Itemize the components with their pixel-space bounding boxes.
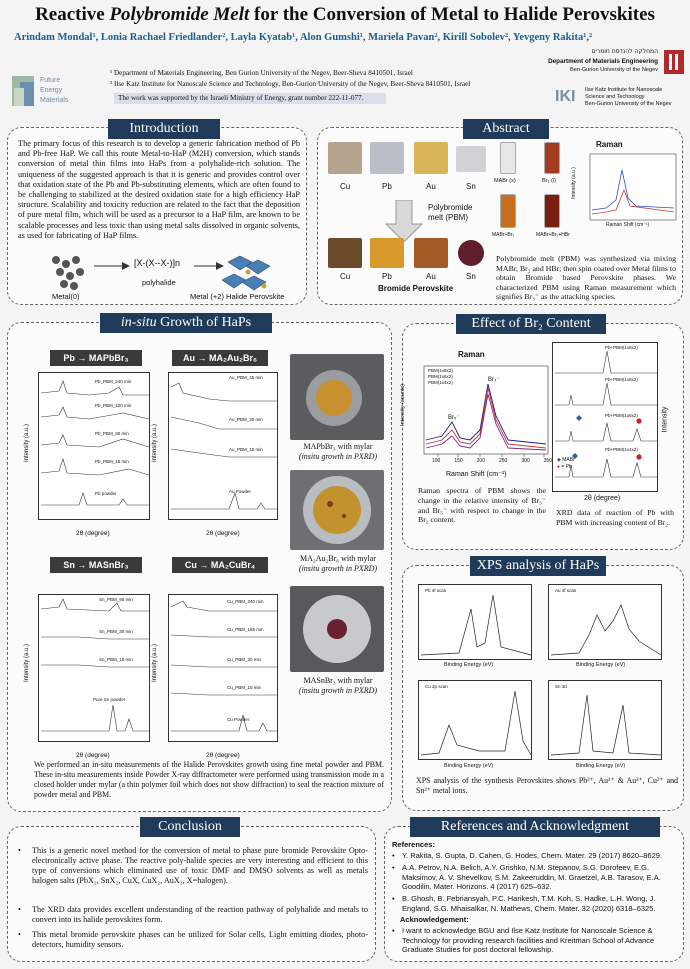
pb-xrd-traces xyxy=(39,373,151,521)
introduction-text: The primary focus of this research is to develop a generic fabrication method of Pb and Pb-free HaP. We call this route Metal-to-HaP (M2H) conversion, which stands conversion of metal thin films into HaPs from a polyhalide-rich solution. The uniqueness of the suggested approach is that it is generic and provides control over that oxidation state of the Pb and Pb-substituting elements, which are often found to be challenging to stabilized at the desired oxidation state for a high efficiency HaP structure. Scalability and toxicity reduction are related to the fact that the deposition of pure metal film, which will be used as a precursor to a HaP film, are known to be scalable processes and less toxic than using metal salts dissolved in organic solvents, as used for fabricating of HaP films. xyxy=(18,139,300,240)
xps-pb-trace xyxy=(419,585,533,661)
au-reaction-label: Au → MA₂Au₂Br₆ xyxy=(172,350,268,366)
metal-label: Cu xyxy=(340,182,351,191)
pb-xrd-ylabel: Intensity (a.u.) xyxy=(24,423,31,463)
abstract-heading: Abstract xyxy=(463,119,549,139)
iki-line: Ben-Gurion University of the Negev xyxy=(585,101,672,107)
trace-label: Pb+PBM(1x4x2) xyxy=(605,447,638,452)
metal0-label: Metal(0) xyxy=(52,292,80,301)
introduction-heading: Introduction xyxy=(108,119,220,139)
abstract-text: Polybromide melt (PBM) was synthesized via mixing MABr, Br₂ and HBr; then spin coated over Metal films to obtain Bromide based Perovskite phases. We characterized PBM using Raman measurement which signifies Br₃⁻ as the attacking species. xyxy=(496,254,676,302)
metal-label: Sn xyxy=(466,272,476,281)
mapbbr3-caption: MAPbBr₃ with mylar (insitu growth in PXRD) xyxy=(298,442,378,461)
trace-label: Sn_PBM_90 min xyxy=(99,597,133,602)
vial-mabr xyxy=(500,142,516,174)
trace-label: Pb_PBM_120 min xyxy=(95,403,132,408)
reference-item: • B. Ghosh, B. Febriansyah, P.C. Harikesh, T.M. Koh, S. Hadke, L.H. Wong, J. England, S.G. Mhaisalkar, N. Mathews, Chem. Mater. 32 (2020) 6318–6325. xyxy=(392,894,656,913)
trace-label: Au_PBM_30 min xyxy=(229,417,263,422)
mapbbr3-photo xyxy=(290,354,384,440)
trace-label: Au_PBM_15 min xyxy=(229,447,263,452)
vial-label: MABr+Br₂+HBr xyxy=(536,232,570,238)
conclusion-item: • This is a generic novel method for the conversion of metal to phase pure bromide Perovskite Opto-electronically active phase. The reactive poly-halide species are very interesting and efficient to this type of conversions which eliminated use of toxic DMF and DMSO solvents as well as metals halogen salts (PbX₂, SnX₂, CuX, CuX₂, AuX₃, X=halogen). xyxy=(18,846,368,885)
effect-xrd-ylabel: Intensity xyxy=(661,406,669,433)
polyhalide-formula: [X-(X--X-)]n xyxy=(134,258,180,268)
metal-films-row xyxy=(326,142,490,200)
sn-xrd-plot xyxy=(38,594,150,742)
acknowledgement-title: Acknowledgement: xyxy=(400,915,469,924)
peak-br5-label: Br₅⁻ xyxy=(448,415,460,421)
vial-label: MABr (s) xyxy=(494,178,516,184)
bromide-perovskite-label: Bromide Perovskite xyxy=(378,284,454,293)
cu-xrd-traces xyxy=(169,595,279,743)
xps-sn-trace xyxy=(549,681,663,761)
trace-label: Sn_PBM_30 min xyxy=(99,629,133,634)
trace-label: Cu_PBM_30 min xyxy=(227,657,262,662)
effect-xrd-caption: XRD data of reaction of Pb with PBM with increasing content of Br₂. xyxy=(556,508,674,527)
sn-film-photo xyxy=(456,146,486,172)
masnbr3-caption: MASnBr₃ with mylar (insitu growth in PXRD) xyxy=(298,676,378,695)
perovskite-films-row xyxy=(326,238,490,296)
effect-raman-ylabel: Intensity (counts) xyxy=(399,384,406,426)
xps-xlabel: Binding Energy (eV) xyxy=(444,763,494,769)
trace-label: Sn_PBM_15 min xyxy=(99,657,133,662)
xps-plot-label: Sn 3d xyxy=(555,684,567,689)
trace-label: Pb+PBM(1x6x2) xyxy=(605,413,638,418)
effect-raman-xlabel: Raman Shift (cm⁻¹) xyxy=(446,471,507,478)
au-xrd-ylabel: Intensity (a.u.) xyxy=(152,423,159,463)
cu-xrd-ylabel: Intensity (a.u.) xyxy=(152,643,159,683)
effect-heading: Effect of Br₂ Content xyxy=(456,314,606,334)
metal2-label: Metal (+2) Halide Perovskite xyxy=(190,292,285,301)
metal-label: Pb xyxy=(382,272,392,281)
insitu-heading: in-situ Growth of HaPs xyxy=(100,313,272,333)
sn-xrd-xlabel: 2θ (degree) xyxy=(76,752,110,759)
xps-cu-plot xyxy=(418,680,532,760)
introduction-scheme xyxy=(18,250,303,302)
poster-title: Reactive Polybromide Melt for the Conversion of Metal to Halide Perovskites xyxy=(35,4,655,25)
insitu-text: We performed an in-situ measurements of the Halide Perovskites growth using fine metal powder and PBM. These in-situ measurements inside Powder X-ray diffractometer were performed using transmission mode in a closed holder under mylar (a thin polymer foil which does not show diffraction) to seal the reaction mixture of powder metal and PBM. xyxy=(34,760,384,799)
masnbr3-photo xyxy=(290,586,384,672)
cu-xrd-xlabel: 2θ (degree) xyxy=(206,752,240,759)
trace-label: Au Powder xyxy=(229,489,252,494)
xps-plot-label: Pb 4f scan xyxy=(425,588,447,593)
au-film-photo xyxy=(414,142,448,174)
au-xrd-plot xyxy=(168,372,278,520)
fem-logo-word: Future xyxy=(40,77,61,84)
xps-au-plot xyxy=(548,584,662,660)
xps-sn-plot xyxy=(548,680,662,760)
effect-raman-xticks: 100 150 200 250 300 350 xyxy=(432,458,552,464)
polyhalide-label: polyhalide xyxy=(142,278,176,287)
effect-raman-plot xyxy=(408,344,552,474)
pb-perovskite-photo xyxy=(370,238,404,268)
vial-br2 xyxy=(544,142,560,174)
sn-perovskite-photo xyxy=(458,240,484,266)
au-perovskite-photo xyxy=(414,238,448,268)
ma2au2br6-photo xyxy=(290,470,384,550)
references-title: References: xyxy=(392,840,435,849)
trace-label: Au_PBM_45 min xyxy=(229,375,263,380)
xps-heading: XPS analysis of HaPs xyxy=(470,556,606,576)
cu-perovskite-photo xyxy=(328,238,362,268)
future-energy-logo xyxy=(12,74,104,110)
reference-item: • Y. Rakita, S. Gupta, D. Cahen, G. Hodes, Chem. Mater. 29 (2017) 8620–8629. xyxy=(392,851,663,860)
trace-label: Pb+PBM(1x8x2) xyxy=(605,345,638,350)
vials-photo xyxy=(492,138,574,250)
trace-label: Pure Sn powder xyxy=(93,697,126,702)
references-heading: References and Acknowledgment xyxy=(410,817,660,837)
vial-label: Br₂ (l) xyxy=(542,178,557,184)
vial-label: MABr+Br₂ xyxy=(492,232,515,238)
bgu-logo xyxy=(528,48,688,80)
author-list: Arindam Mondal¹, Lonia Rachael Friedlander², Layla Kyatab¹, Alon Gumshi¹, Mariela Pavan², Kirill Sobolev², Yevgeny Rakita¹,² xyxy=(14,32,593,43)
vial-mix-hbr xyxy=(544,194,560,228)
abstract-raman-chart xyxy=(570,140,680,240)
pb-reaction-label: Pb → MAPbBr₃ xyxy=(50,350,142,366)
pb-xrd-xlabel: 2θ (degree) xyxy=(76,530,110,537)
ilse-katz-logo xyxy=(555,86,689,116)
trace-label: Pb+PBM(1x8x2) xyxy=(605,377,638,382)
fem-logo-word: Materials xyxy=(40,97,69,104)
affiliation-2: ² Ilse Katz Institute for Nanoscale Science and Technology, Ben-Gurion University of the Negev, Beer-Sheva 8410501, Israel xyxy=(110,80,471,88)
bgu-emblem-icon xyxy=(660,48,688,76)
effect-raman-title: Raman xyxy=(458,350,485,359)
down-arrow-icon xyxy=(384,200,424,242)
effect-xrd-xlabel: 2θ (degree) xyxy=(584,495,621,502)
sn-reaction-label: Sn → MASnBr₃ xyxy=(50,557,142,573)
xps-text: XPS analysis of the synthesis Perovskites shows Pb²⁺, Au¹⁺ & Au³⁺, Cu²⁺ and Sn²⁺ metal ions. xyxy=(416,776,678,795)
grant-note: The work was supported by the Israeli Ministry of Energy, grant number 222-11-077. xyxy=(114,93,386,104)
xps-pb-plot xyxy=(418,584,532,660)
au-xrd-xlabel: 2θ (degree) xyxy=(206,530,240,537)
acknowledgement-text: • I want to acknowledge BGU and Ilse Katz Institute for Nanoscale Science & Technology for providing research facilities and Kreitman School of Advance Graduate Studies for post doctoral fellowship. xyxy=(392,926,655,954)
pb-xrd-plot xyxy=(38,372,150,520)
xps-xlabel: Binding Energy (eV) xyxy=(444,662,494,668)
sn-xrd-ylabel: Intensity (a.u.) xyxy=(24,643,31,683)
metal-label: Au xyxy=(426,272,436,281)
ma2au2br6-caption: MA₂Au₂Br₆ with mylar (insitu growth in PXRD) xyxy=(298,554,378,573)
effect-xrd-plot xyxy=(552,342,658,492)
xps-xlabel: Binding Energy (eV) xyxy=(576,662,626,668)
xps-cu-trace xyxy=(419,681,533,761)
trace-label: Pb powder xyxy=(95,491,117,496)
xps-xlabel: Binding Energy (eV) xyxy=(576,763,626,769)
trace-label: Pb_PBM_240 min xyxy=(95,379,132,384)
trace-label: Pb_PBM_15 min xyxy=(95,459,129,464)
abstract-raman-ylabel: Intensity (a.u.) xyxy=(570,167,577,199)
vial-mix xyxy=(500,194,516,228)
metal-label: Sn xyxy=(466,182,476,191)
cu-xrd-plot xyxy=(168,594,278,742)
affiliation-1: ¹ Department of Materials Engineering, Ben Gurion University of the Negev, Beer-Sheva 8410501, Israel xyxy=(110,69,413,77)
conclusion-item: • The XRD data provides excellent understanding of the reaction pathway of polyhalide and metals to convert into its halide perovskites form. xyxy=(18,905,368,924)
trace-label: Cu_PBM_165 min xyxy=(227,627,264,632)
conclusion-item: • This metal bromide perovskite phases can be utilized for Solar cells, Light emitting diodes, photo-detectors, humidity sensors. xyxy=(18,930,368,949)
iki-mark-icon: IKI xyxy=(555,88,576,105)
pbm-label: Polybromide melt (PBM) xyxy=(428,203,473,222)
xps-au-trace xyxy=(549,585,663,661)
effect-raman-caption: Raman spectra of PBM shows the change in the relative intensity of Br₃⁻ and Br₅⁻ with respect to change in the Br₂ content. xyxy=(418,486,546,525)
effect-raman-legend: PBM(1x8x2) PBM(1x6x2) PBM(1x4x2) xyxy=(428,368,453,385)
abstract-raman-title: Raman xyxy=(596,140,623,149)
conclusion-heading: Conclusion xyxy=(140,817,240,837)
metal-label: Au xyxy=(426,182,436,191)
trace-label: Cu_PBM_15 min xyxy=(227,685,262,690)
trace-label: Pb_PBM_60 min xyxy=(95,431,129,436)
peak-br3-label: Br₃⁻ xyxy=(488,377,500,383)
cu-film-photo xyxy=(328,142,362,174)
bgu-univ: Ben-Gurion University of the Negev xyxy=(570,67,658,73)
xps-plot-label: Cu 2p scan xyxy=(425,684,448,689)
trace-label: Cu Powder xyxy=(227,717,250,722)
metal-label: Pb xyxy=(382,182,392,191)
sn-xrd-traces xyxy=(39,595,151,743)
effect-raman-chart xyxy=(399,344,552,474)
bgu-dept: Department of Materials Engineering xyxy=(548,58,658,65)
effect-xrd-legend: ◆ MABr ● = Pb xyxy=(557,457,575,470)
metal-label: Cu xyxy=(340,272,351,281)
pb-film-photo xyxy=(370,142,404,174)
fem-logo-word: Energy xyxy=(40,87,63,94)
cu-reaction-label: Cu → MA₂CuBr₄ xyxy=(172,557,268,573)
bgu-hebrew: המחלקה להנדסת חומרים xyxy=(591,48,658,55)
trace-label: Cu_PBM_240 min xyxy=(227,599,264,604)
iki-line: Science and Technology xyxy=(585,94,645,100)
reference-item: • A.A. Petrov, N.A. Belich, A.Y. Grishko, N.M. Stepanov, S.G. Dorofeev, E.G. Maksimov, A. V. Shevelkov, S.M. Zakeeruddin, M. Graetzel, A.B. Tarasov, E.A. Goodilin, Mater. Horizons. 4 (2017) 625–632. xyxy=(392,863,661,891)
abstract-raman-xlabel: Raman Shift (cm⁻¹) xyxy=(606,222,650,228)
xps-plot-label: Au 4f scan xyxy=(555,588,577,593)
iki-line: Ilse Katz Institute for Nanoscale xyxy=(585,87,663,93)
